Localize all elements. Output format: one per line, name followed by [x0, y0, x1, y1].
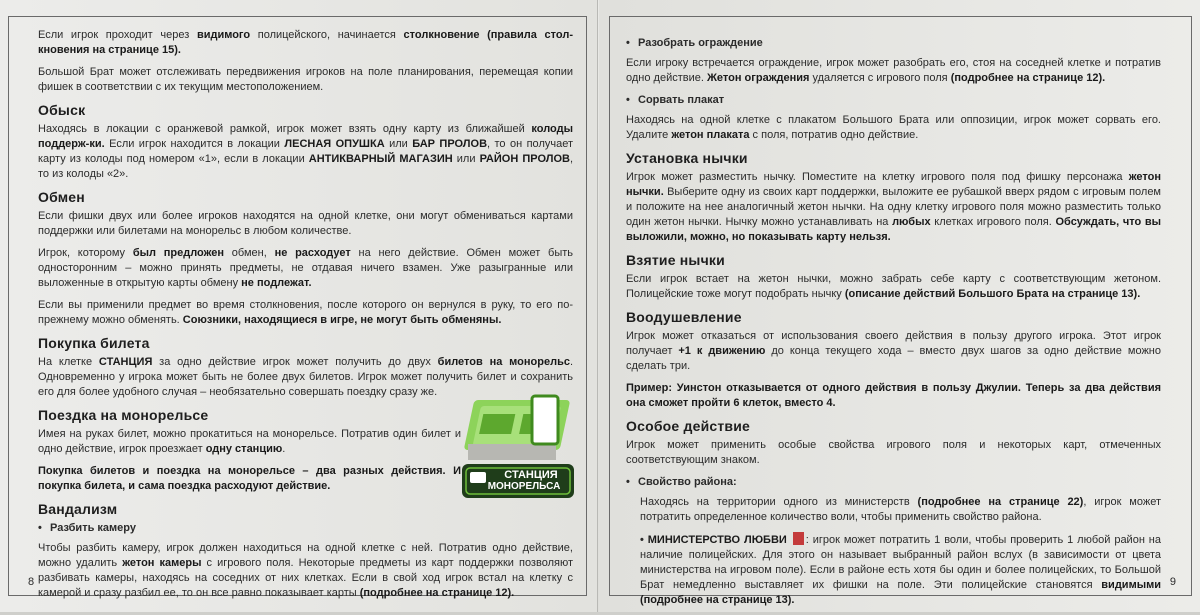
paragraph: Пример: Уинстон отказывается от одного действия в пользу Джулии. Теперь за два действия она сможет пройти 6 клеток, вместо 4.: [626, 382, 1161, 409]
paragraph: Если игрок проходит через видимого полицейского, начинается столкновение (правила стол-кновения на странице 15).: [38, 29, 573, 56]
heading-ride: Поездка на монорельсе: [38, 407, 209, 423]
paragraph: Находясь на одной клетке с плакатом Большого Брата или оппозиции, игрок может сорвать его. Удалите жетон плаката с поля, потратив одно действие.: [626, 114, 1161, 141]
badge-line-2: МОНОРЕЛЬСА: [487, 481, 561, 492]
paragraph: Если игрок встает на жетон нычки, можно забрать себе карту с соответствующим жетоном. Полицейские тоже могут подобрать нычку (описание действий Большого Брата на странице 13).: [626, 273, 1161, 300]
bullet-dot-icon: •: [640, 534, 648, 546]
right-column: [626, 36, 1161, 615]
bullet-dismantle-fence: • Разобрать ограждение: [626, 37, 763, 49]
paragraph: Если игроку встречается ограждение, игрок может разобрать его, стоя на соседней клетке и потратив одно действие. Жетон ограждения удаляется с игрового поля (подробнее на странице 12).: [626, 57, 1161, 84]
page-number: 9: [1169, 576, 1176, 588]
paragraph: На клетке СТАНЦИЯ за одно действие игрок может получить до двух билетов на монорельс. Одновременно у игрока может быть не более двух билетов. Игрок может получить билет и сохранить его для более удобного случая – необязательно совершать поездку сразу же.: [38, 356, 574, 398]
paragraph: Если фишки двух или более игроков находятся на одной клетке, они могут обмениваться картами поддержки или билетами на монорельс в любом количестве.: [38, 210, 573, 237]
heading-special: Особое действие: [626, 418, 751, 434]
page-right: [599, 0, 1200, 612]
heading-vandalism: Вандализм: [38, 501, 118, 517]
bullet-dot-icon: •: [626, 94, 630, 106]
page-left: [0, 0, 598, 612]
paragraph: Находясь в локации с оранжевой рамкой, игрок может взять одну карту из ближайшей колоды поддерж-ки. Если игрок находится в локации ЛЕСНАЯ ОПУШКА или БАР ПРОЛОВ, то он получает карту из колоды под номером «1», если в локации АНТИКВАРНЫЙ МАГАЗИН или РАЙОН ПРОЛОВ, то из колоды «2».: [38, 123, 574, 180]
ministry-love-icon: [793, 532, 804, 545]
page-number: 8: [28, 576, 35, 588]
paragraph: Большой Брат может отслеживать передвижения игроков на поле планирования, перемещая копии фишек в соответствии с их текущим местоположением.: [38, 66, 573, 93]
bullet-dot-icon: •: [626, 476, 630, 488]
heading-stash: Установка нычки: [626, 150, 748, 166]
paragraph: Чтобы разбить камеру, игрок должен находиться на одной клетке с ней. Потратив одно действие, можно удалить жетон камеры с игрового поля. Некоторые предметы из карт поддержки позволяют разбивать камеры, находясь на соседних от них клетках. Если в свой ход игрок встал на клетку с камерой и сразу разбил ее, то он все равно показывает карты (подробнее на странице 12).: [38, 542, 573, 599]
heading-ticket: Покупка билета: [38, 335, 150, 351]
paragraph: Игрок может разместить нычку. Поместите на клетку игрового поля под фишку персонажа жетон нычки. Выберите одну из своих карт поддержки, выложите ее рубашкой вверх рядом с игровым полем и положите на нее аналогичный жетон нычки. На одну клетку игрового поля можно разместить только один жетон нычки. Нычку можно устанавливать на любых клетках игрового поля. Обсуждать, что вы выложили, можно, но показывать карту нельзя.: [626, 171, 1161, 243]
paragraph-ministry-love: • МИНИСТЕРСТВО ЛЮБВИ : игрок может потратить 1 воли, чтобы проверить 1 любой район на наличие полицейских. Для этого он называет выбранный район вслух (в зависимости от цвета министерства на игровом поле). Если в районе есть хотя бы один и более полицейских, то Большой Брат немедленно выставляет их фишки на поле. Эти полицейские становятся видимыми (подробнее на странице 13).: [640, 534, 1161, 606]
bullet-dot-icon: •: [626, 37, 630, 49]
heading-take-stash: Взятие нычки: [626, 252, 725, 268]
paragraph: Игрок может отказаться от использования своего действия в пользу другого игрока. Этот игрок получает +1 к движению до конца текущего хода – вместо двух шагов за одно действие можно сделать три.: [626, 330, 1161, 372]
left-column: [38, 28, 573, 608]
bullet-dot-icon: •: [38, 522, 42, 534]
paragraph: Покупка билетов и поездка на монорельсе – два разных действия. И покупка билета, и сама поездка расходуют действие.: [38, 465, 461, 492]
heading-exchange: Обмен: [38, 189, 85, 205]
bullet-tear-poster: • Сорвать плакат: [626, 94, 725, 106]
monorail-badge-text: [487, 469, 572, 493]
heading-inspire: Воодушевление: [626, 309, 742, 325]
paragraph: Игрок может применить особые свойства игрового поля и некоторых карт, отмеченных соответствующим знаком.: [626, 439, 1161, 466]
paragraph: Находясь на территории одного из министерств (подробнее на странице 22), игрок может потратить определенное количество воли, чтобы применить свойство района.: [640, 496, 1161, 523]
heading-search: Обыск: [38, 102, 86, 118]
paragraph: Если вы применили предмет во время столкновения, после которого он вернулся в руку, то его по-прежнему можно обменять. Союзники, находящиеся в игре, не могут быть обменяны.: [38, 299, 573, 326]
bullet-break-camera: • Разбить камеру: [38, 522, 136, 534]
paragraph: Имея на руках билет, можно прокатиться на монорельсе. Потратив один билет и одно действие, игрок проезжает одну станцию.: [38, 428, 461, 455]
bullet-district-property: • Свойство района:: [626, 476, 737, 488]
badge-line-1: СТАНЦИЯ: [504, 469, 558, 481]
paragraph: Игрок, которому был предложен обмен, не расходует на него действие. Обмен может быть односторонним – можно принять предметы, не отдавая ничего взамен. Уже разыгранные или выложенные в открытую карты обмену не подлежат.: [38, 247, 574, 289]
